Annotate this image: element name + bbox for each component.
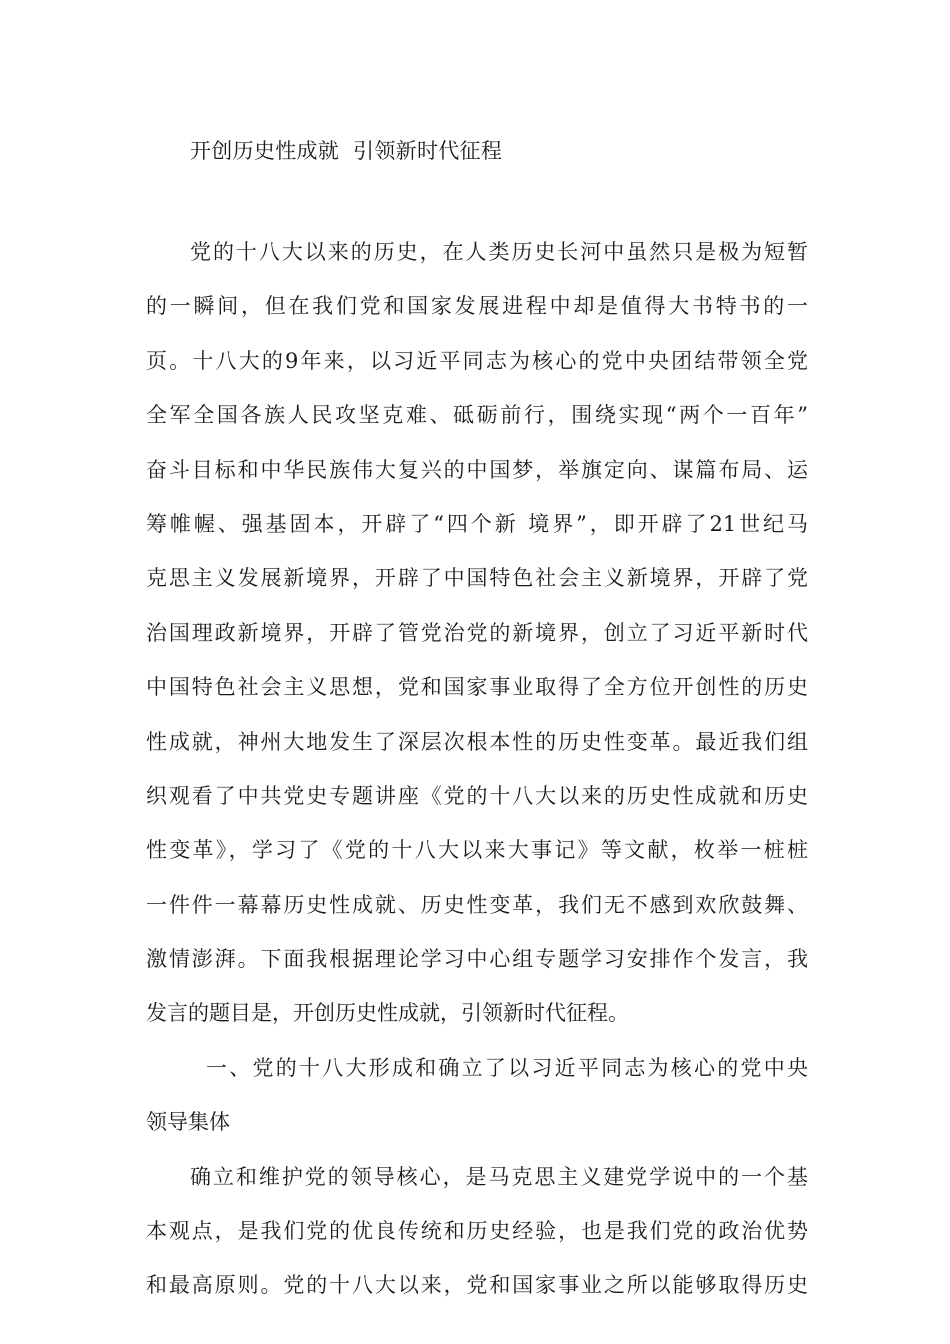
paragraph-line: 全军全国各族人民攻坚克难、砥砺前行，围绕实现“两个一百年”	[146, 403, 808, 428]
paragraph-line: 克思主义发展新境界，开辟了中国特色社会主义新境界，开辟了党	[146, 566, 808, 591]
paragraph-line: 性成就，神州大地发生了深层次根本性的历史性变革。最近我们组	[146, 729, 808, 754]
section-heading-line: 一、党的十八大形成和确立了以习近平同志为核心的党中央	[206, 1055, 808, 1080]
paragraph-line: 中国特色社会主义思想，党和国家事业取得了全方位开创性的历史	[146, 675, 808, 700]
paragraph-line: 和最高原则。党的十八大以来，党和国家事业之所以能够取得历史	[146, 1273, 808, 1298]
paragraph-line: 确立和维护党的领导核心，是马克思主义建党学说中的一个基	[190, 1164, 808, 1189]
paragraph-line: 激情澎湃。下面我根据理论学习中心组专题学习安排作个发言，我	[146, 947, 808, 972]
paragraph-line: 织观看了中共党史专题讲座《党的十八大以来的历史性成就和历史	[146, 783, 808, 808]
paragraph-line: 党的十八大以来的历史，在人类历史长河中虽然只是极为短暂	[190, 240, 808, 264]
paragraph-line: 页。十八大的9年来，以习近平同志为核心的党中央团结带领全党	[146, 348, 808, 373]
paragraph-line: 发言的题目是，开创历史性成就，引领新时代征程。	[146, 1001, 629, 1026]
paragraph-line: 本观点，是我们党的优良传统和历史经验，也是我们党的政治优势	[146, 1219, 808, 1244]
document-body	[146, 225, 808, 1313]
paragraph-line: 性变革》，学习了《党的十八大以来大事记》等文献，枚举一桩桩	[146, 838, 808, 863]
document-title: 开创历史性成就 引领新时代征程	[190, 139, 503, 163]
section-heading-line: 领导集体	[146, 1110, 230, 1135]
paragraph-line: 一件件一幕幕历史性成就、历史性变革，我们无不感到欢欣鼓舞、	[146, 892, 808, 917]
paragraph-line: 奋斗目标和中华民族伟大复兴的中国梦，举旗定向、谋篇布局、运	[146, 457, 808, 482]
paragraph-line: 治国理政新境界，开辟了管党治党的新境界，创立了习近平新时代	[146, 620, 808, 645]
paragraph-line: 筹帷幄、强基固本，开辟了“四个新 境界”，即开辟了21世纪马	[146, 511, 808, 536]
paragraph-line: 的一瞬间，但在我们党和国家发展进程中却是值得大书特书的一	[146, 294, 808, 319]
